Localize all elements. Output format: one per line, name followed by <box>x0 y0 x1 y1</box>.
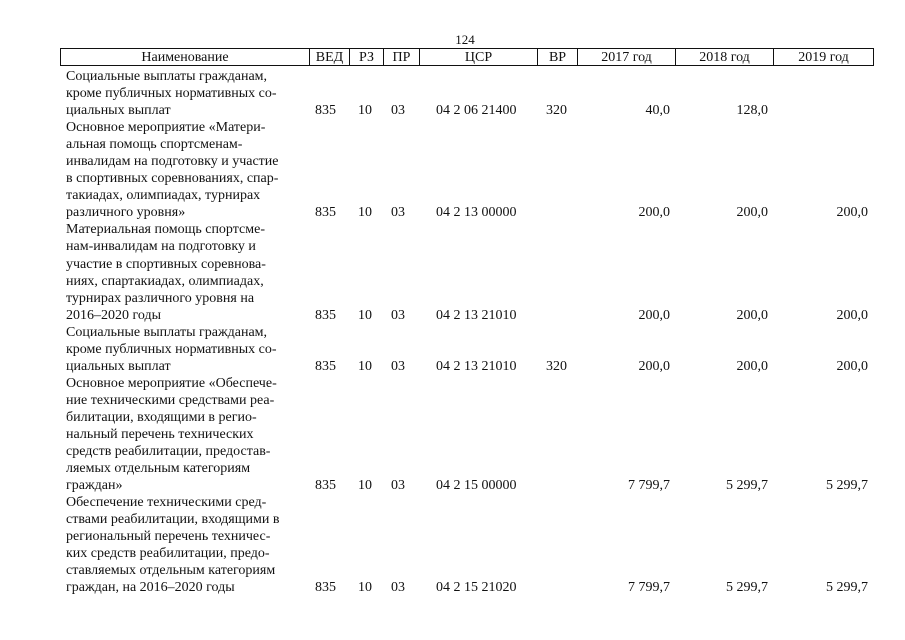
table-header <box>60 48 874 66</box>
row-vr: 320 <box>546 358 567 374</box>
header-rz: РЗ <box>349 49 383 65</box>
row-ved: 835 <box>315 307 336 323</box>
row-vr: 320 <box>546 103 567 119</box>
row-pr: 03 <box>391 580 405 596</box>
row-name: Социальные выплаты гражданам, кроме публичных нормативных со- циальных выплат <box>66 324 277 374</box>
row-2017: 7 799,7 <box>628 580 670 596</box>
row-2019: 5 299,7 <box>826 478 868 494</box>
table-body <box>66 68 874 596</box>
row-name: Основное мероприятие «Матери- альная помощь спортсменам- инвалидам на подготовку и участие в спортивных соревнованиях, спар- такиадах, олимпиадах, турнирах различного уровня» <box>66 120 279 221</box>
row-2018: 200,0 <box>736 358 768 374</box>
row-rz: 10 <box>358 580 372 596</box>
header-ved: ВЕД <box>309 49 349 65</box>
row-2018: 200,0 <box>736 307 768 323</box>
row-2019: 200,0 <box>836 358 868 374</box>
table-row <box>66 119 874 221</box>
row-csr: 04 2 15 00000 <box>436 478 517 494</box>
table-row <box>66 324 874 375</box>
row-pr: 03 <box>391 103 405 119</box>
row-csr: 04 2 06 21400 <box>436 103 517 119</box>
header-name: Наименование <box>141 50 229 65</box>
row-name: Основное мероприятие «Обеспече- ние техническими средствами реа- билитации, входящими в регио- нальный перечень технических средств реабилитации, предостав- ляемых отдельным категориям граждан» <box>66 375 277 494</box>
row-csr: 04 2 13 21010 <box>436 307 517 323</box>
row-2019: 5 299,7 <box>826 580 868 596</box>
row-ved: 835 <box>315 580 336 596</box>
row-ved: 835 <box>315 205 336 221</box>
table-row <box>66 375 874 494</box>
row-pr: 03 <box>391 205 405 221</box>
row-pr: 03 <box>391 358 405 374</box>
row-ved: 835 <box>315 478 336 494</box>
row-2017: 200,0 <box>638 205 670 221</box>
row-csr: 04 2 13 00000 <box>436 205 517 221</box>
row-2017: 200,0 <box>638 307 670 323</box>
header-2019: 2019 год <box>773 49 873 65</box>
row-2019: 200,0 <box>836 205 868 221</box>
row-2017: 200,0 <box>638 358 670 374</box>
table-row <box>66 221 874 323</box>
row-2017: 7 799,7 <box>628 478 670 494</box>
header-2017: 2017 год <box>577 49 675 65</box>
row-name: Социальные выплаты гражданам, кроме публичных нормативных со- циальных выплат <box>66 69 277 119</box>
row-rz: 10 <box>358 307 372 323</box>
row-2018: 128,0 <box>736 103 768 119</box>
row-2017: 40,0 <box>645 103 670 119</box>
table-row <box>66 494 874 596</box>
row-rz: 10 <box>358 358 372 374</box>
row-name: Материальная помощь спортсме- нам-инвалидам на подготовку и участие в спортивных соревнова- ниях, спартакиадах, олимпиадах, турнирах различного уровня на 2016–2020 годы <box>66 222 266 323</box>
page-number: 124 <box>455 32 475 47</box>
header-csr: ЦСР <box>419 49 537 65</box>
row-2018: 200,0 <box>736 205 768 221</box>
row-2018: 5 299,7 <box>726 580 768 596</box>
row-ved: 835 <box>315 103 336 119</box>
row-pr: 03 <box>391 478 405 494</box>
row-csr: 04 2 13 21010 <box>436 358 517 374</box>
row-name: Обеспечение техническими сред- ствами реабилитации, входящими в региональный перечень техничес- ких средств реабилитации, предо- ставляемых отдельным категориям граждан, на 2016–2020 годы <box>66 495 280 596</box>
header-pr: ПР <box>383 49 419 65</box>
row-rz: 10 <box>358 205 372 221</box>
table-row <box>66 68 874 119</box>
row-csr: 04 2 15 21020 <box>436 580 517 596</box>
row-rz: 10 <box>358 478 372 494</box>
row-ved: 835 <box>315 358 336 374</box>
row-pr: 03 <box>391 307 405 323</box>
row-2018: 5 299,7 <box>726 478 768 494</box>
header-2018: 2018 год <box>675 49 773 65</box>
header-vr: ВР <box>537 49 577 65</box>
row-2019: 200,0 <box>836 307 868 323</box>
row-rz: 10 <box>358 103 372 119</box>
